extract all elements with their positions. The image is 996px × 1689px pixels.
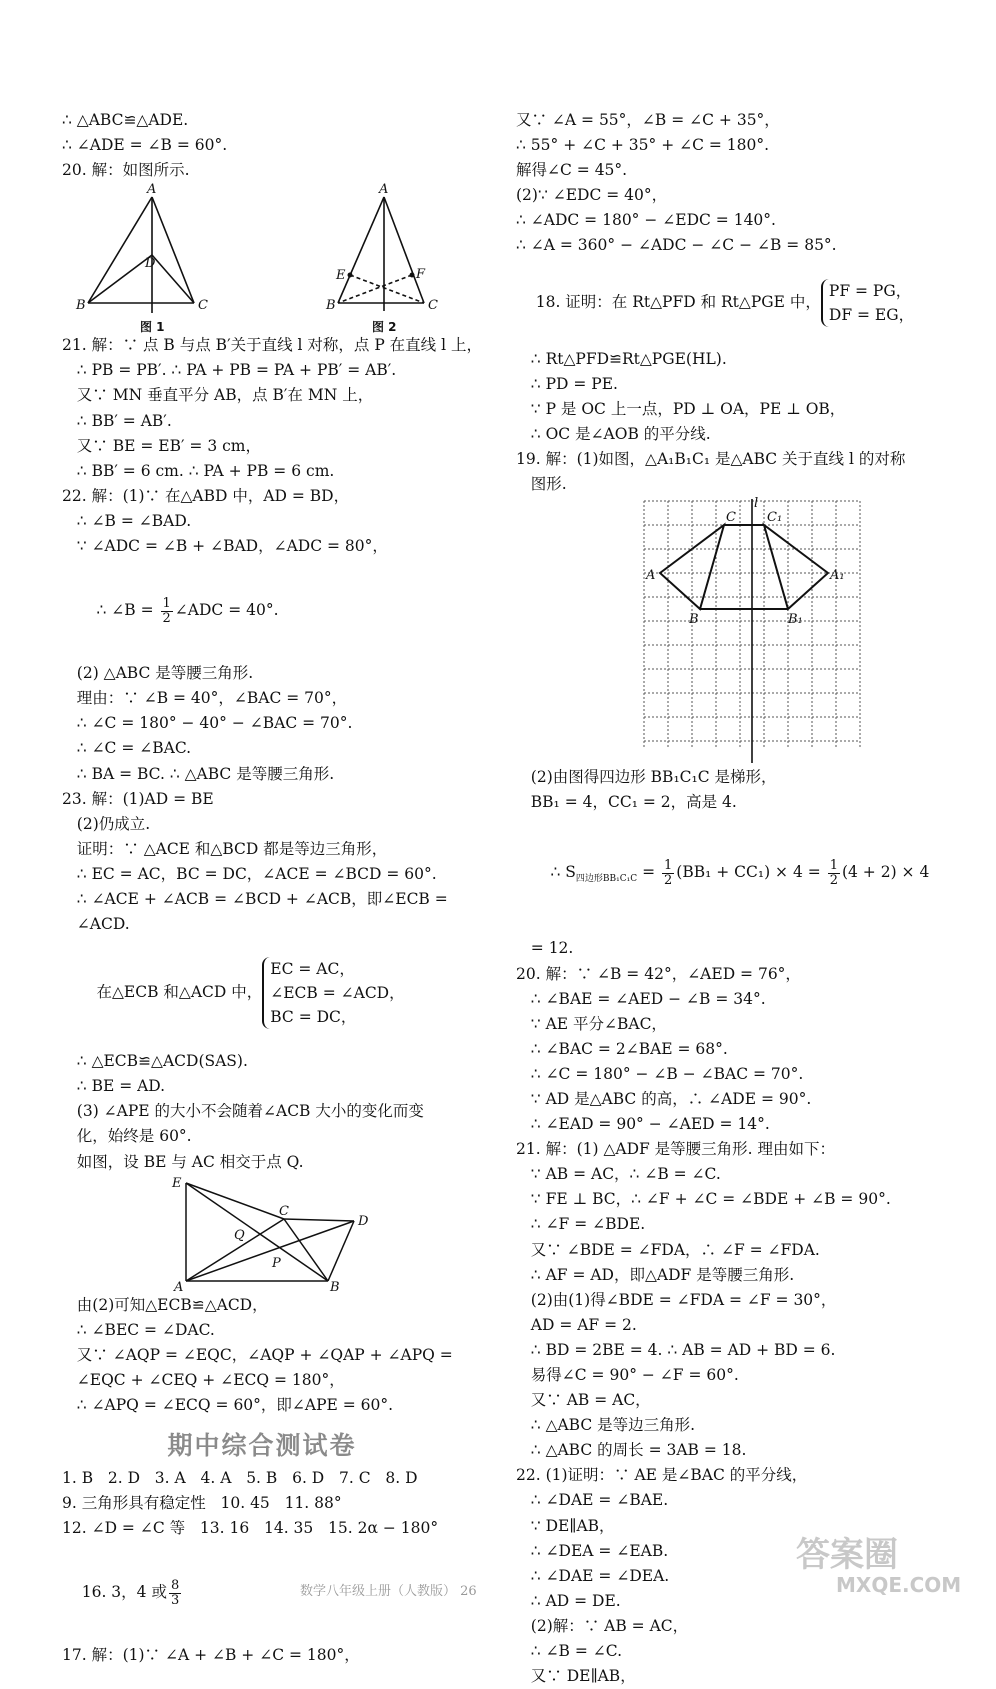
- grid-label-a: A: [646, 568, 656, 584]
- text-line: ∵ P 是 OC 上一点，PD ⊥ OA，PE ⊥ OB，: [516, 399, 846, 418]
- fig1-label-b: B: [76, 298, 86, 314]
- text-line: ∠ACD.: [62, 915, 130, 934]
- right-column: [516, 108, 986, 1689]
- text-line: ∴ Rt△PFD≌Rt△PGE(HL).: [516, 349, 727, 368]
- grid-label-a1: A₁: [830, 568, 845, 584]
- text-line: ∴ △ECB≌△ACD(SAS).: [62, 1052, 248, 1071]
- right-lines-b: [516, 347, 986, 498]
- fig2-caption: 图 2: [372, 320, 397, 334]
- text-line: ∴ △ABC 的周长 = 3AB = 18.: [516, 1441, 747, 1460]
- fraction: [828, 859, 840, 888]
- left-lines-d: [62, 1049, 492, 1174]
- watermark-text-1: 答案圈: [796, 1535, 898, 1575]
- text-line: (3) ∠APE 的大小不会随着∠ACB 大小的变化而变: [62, 1102, 424, 1121]
- text-line: ∴ ∠DEA = ∠EAB.: [516, 1541, 669, 1560]
- grid-label-b1: B₁: [788, 612, 803, 628]
- text-line: ∴ BA = BC. ∴ △ABC 是等腰三角形.: [62, 764, 335, 783]
- text-line: 又∵ ∠BDE = ∠FDA，∴ ∠F = ∠FDA.: [516, 1240, 820, 1259]
- grid-figure-svg: [516, 497, 986, 765]
- text-line: 易得∠C = 90° − ∠F = 60°.: [516, 1366, 739, 1384]
- page-footer: [0, 1577, 996, 1600]
- text-line: ∴ BB′ = AB′.: [62, 411, 172, 430]
- text-line: 22. (1)证明：∵ AE 是∠BAC 的平分线，: [516, 1466, 808, 1485]
- equilateral-figure-svg: [62, 1175, 492, 1293]
- system-line: EC = AC，: [270, 960, 355, 979]
- area-subscript: 四边形BB₁C₁C: [575, 874, 638, 885]
- text-line: ∴ ∠ACE + ∠ACB = ∠BCD + ∠ACB，即∠ECB =: [62, 889, 448, 908]
- text-line: 又∵ AB = AC，: [516, 1391, 651, 1410]
- text-line: (2) △ABC 是等腰三角形.: [62, 664, 254, 683]
- text-line: 化，始终是 60°.: [62, 1127, 192, 1146]
- text-line: 21. 解：∵ 点 B 与点 B′关于直线 l 对称，点 P 在直线 l 上，: [62, 336, 482, 355]
- figure-grid-symmetry: [516, 497, 986, 765]
- system-brace: [821, 279, 914, 327]
- text-line: ∴ AD = DE.: [516, 1591, 621, 1610]
- text-line: ∴ ∠BEC = ∠DAC.: [62, 1320, 215, 1339]
- text-line: 解得∠C = 45°.: [516, 161, 628, 180]
- right-lines-c: [516, 765, 986, 815]
- left-lines-e: [62, 1293, 492, 1418]
- frac-num: 8: [170, 1577, 180, 1593]
- text-line: 1. B 2. D 3. A 4. A 5. B 6. D 7. C 8. D: [62, 1469, 418, 1488]
- system-line: BC = DC，: [270, 1008, 357, 1027]
- system-intro: 在△ECB 和△ACD 中，: [81, 983, 263, 1002]
- frac-pre: 16. 3，4 或: [81, 1583, 167, 1602]
- text-line: ∠EQC + ∠CEQ + ∠ECQ = 180°，: [62, 1370, 345, 1389]
- text-line: ∴ ∠ADC = 180° − ∠EDC = 140°.: [516, 211, 776, 230]
- frac-num: 1: [829, 857, 838, 873]
- frac-pre: ∴ ∠B =: [81, 601, 159, 620]
- text-line: ∴ △ABC 是等边三角形.: [516, 1416, 696, 1435]
- text-line: 图形.: [516, 475, 567, 494]
- text-line: ∴ ∠C = 180° − 40° − ∠BAC = 70°.: [62, 714, 353, 733]
- text-line: 又∵ ∠AQP = ∠EQC，∠AQP + ∠QAP + ∠APQ =: [62, 1345, 453, 1364]
- left-lines-c: [62, 661, 492, 937]
- text-line: (2)由(1)得∠BDE = ∠FDA = ∠F = 30°，: [516, 1290, 837, 1309]
- frac-num: 1: [162, 595, 171, 611]
- area-formula-line: [516, 815, 986, 936]
- text-line: 9. 三角形具有稳定性 10. 45 11. 88°: [62, 1494, 342, 1513]
- figure-equilateral: [62, 1175, 492, 1293]
- fig1-caption: 图 1: [140, 320, 165, 334]
- text-line: ∴ ∠APQ = ∠ECQ = 60°，即∠APE = 60°.: [62, 1396, 394, 1414]
- text-line: ∴ ∠EAD = 90° − ∠AED = 14°.: [516, 1115, 770, 1134]
- text-line: 又∵ BE = EB′ = 3 cm，: [62, 436, 261, 455]
- fraction-line: [62, 559, 492, 661]
- polygons: [660, 525, 828, 609]
- footer-text: 数学八年级上册（人教版） 26: [300, 1584, 477, 1599]
- text-line: ∵ AB = AC，∴ ∠B = ∠C.: [516, 1165, 721, 1184]
- text-line: 理由：∵ ∠B = 40°，∠BAC = 70°，: [62, 689, 348, 708]
- figure-2: [338, 197, 424, 311]
- text-line: ∴ BD = 2BE = 4. ∴ AB = AD + BD = 6.: [516, 1340, 836, 1359]
- system-line: ∠ECB = ∠ACD，: [270, 984, 405, 1003]
- right-lines-a: [516, 108, 986, 259]
- frac-num: 1: [663, 857, 673, 873]
- frac-den: 2: [663, 872, 673, 888]
- text-line: ∴ PB = PB′. ∴ PA + PB = PA + PB′ = AB′.: [62, 361, 397, 380]
- fig2-label-c: C: [428, 298, 438, 314]
- left-lines-f: [62, 1466, 492, 1541]
- text-line: AD = AF = 2.: [516, 1315, 637, 1334]
- text-line: ∴ ∠A = 360° − ∠ADC − ∠C − ∠B = 85°.: [516, 236, 837, 255]
- fig2-label-f: F: [416, 267, 426, 283]
- area-eq: =: [637, 863, 660, 882]
- text-line: ∴ ∠DAE = ∠DEA.: [516, 1566, 670, 1585]
- text-line: 22. 解：(1)∵ 在△ABD 中，AD = BD，: [62, 486, 350, 505]
- fraction: [161, 597, 173, 626]
- equation-system: [516, 261, 986, 345]
- text-line: ∴ 55° + ∠C + 35° + ∠C = 180°.: [516, 136, 770, 155]
- text-line: ∵ AD 是△ABC 的高，∴ ∠ADE = 90°.: [516, 1089, 812, 1108]
- frac-den: 2: [829, 872, 838, 888]
- text-line: (2)∵ ∠EDC = 40°，: [516, 186, 668, 205]
- text-line: ∴ ∠BAC = 2∠BAE = 68°.: [516, 1039, 728, 1058]
- fig2-label-e: E: [336, 268, 346, 284]
- system-line: DF = EG，: [828, 305, 915, 324]
- fig1-label-a: A: [147, 183, 157, 198]
- section-title: 期中综合测试卷: [167, 1431, 357, 1461]
- area-mid: (BB₁ + CC₁) × 4 =: [676, 863, 826, 882]
- text-line: BB₁ = 4，CC₁ = 2，高是 4.: [516, 793, 737, 812]
- frac-post: ∠ADC = 40°.: [174, 601, 279, 620]
- text-line: ∵ AE 平分∠BAC，: [516, 1014, 667, 1033]
- text-line: 19. 解：(1)如图，△A₁B₁C₁ 是△ABC 关于直线 l 的对称: [516, 449, 906, 468]
- fraction: [662, 859, 674, 888]
- text-line: ∴ ∠F = ∠BDE.: [516, 1215, 646, 1234]
- text-line: = 12.: [516, 939, 574, 958]
- fig1-label-d: D: [145, 256, 156, 272]
- text-line: ∴ BE = AD.: [62, 1077, 166, 1096]
- text-line: ∴ ∠BAE = ∠AED − ∠B = 34°.: [516, 989, 766, 1008]
- system-line: PF = PG，: [828, 281, 912, 300]
- text-line: 20. 解：∵ ∠B = 42°，∠AED = 76°，: [516, 964, 801, 983]
- text-line: ∴ ∠DAE = ∠BAE.: [516, 1491, 669, 1510]
- text-line: ∴ EC = AC，BC = DC，∠ACE = ∠BCD = 60°.: [62, 864, 437, 883]
- text-line: 如图，设 BE 与 AC 相交于点 Q.: [62, 1152, 304, 1171]
- text-line: (2)解：∵ AB = AC，: [516, 1616, 689, 1635]
- watermark-text-2: MXQE.COM: [836, 1573, 962, 1596]
- text-line: ∴ ∠C = ∠BAC.: [62, 739, 192, 758]
- grid-label-l: l: [754, 497, 759, 512]
- text-line: 又∵ MN 垂直平分 AB，点 B′在 MN 上，: [62, 386, 374, 405]
- frac-den: 2: [162, 610, 171, 626]
- text-line: 23. 解：(1)AD = BE: [62, 789, 214, 808]
- text-line: ∴ PD = PE.: [516, 374, 618, 393]
- grid-label-c: C: [726, 510, 736, 526]
- triangle-figures-svg: [62, 183, 492, 333]
- area-post: (4 + 2) × 4: [841, 863, 930, 882]
- text-line: 又∵ DE∥AB，: [516, 1667, 636, 1686]
- text-line: ∴ AF = AD，即△ADF 是等腰三角形.: [516, 1265, 795, 1284]
- text-line: ∵ FE ⊥ BC，∴ ∠F + ∠C = ∠BDE + ∠B = 90°.: [516, 1190, 891, 1209]
- fig3-label-a: A: [174, 1279, 184, 1293]
- left-lines-a: [62, 108, 492, 183]
- text-line: 21. 解：(1) △ADF 是等腰三角形. 理由如下：: [516, 1140, 836, 1159]
- grid-label-b: B: [689, 612, 699, 628]
- text-line: ∴ △ABC≌△ADE.: [62, 111, 189, 129]
- text-line: 12. ∠D = ∠C 等 13. 16 14. 35 15. 2α − 180°: [62, 1519, 439, 1538]
- frac-den: 3: [170, 1592, 180, 1608]
- text-line: ∴ ∠C = 180° − ∠B − ∠BAC = 70°.: [516, 1064, 804, 1083]
- text-line: 由(2)可知△ECB≌△ACD，: [62, 1295, 268, 1314]
- text-line: (2)由图得四边形 BB₁C₁C 是梯形，: [516, 768, 777, 787]
- text-line: ∴ ∠ADE = ∠B = 60°.: [62, 136, 228, 155]
- text-line: ∴ ∠B = ∠C.: [516, 1642, 623, 1661]
- text-line: 17. 解：(1)∵ ∠A + ∠B + ∠C = 180°，: [62, 1646, 360, 1665]
- equation-system: [62, 939, 492, 1047]
- figure-triangles: [62, 183, 492, 333]
- text-line: ∴ OC 是∠AOB 的平分线.: [516, 424, 711, 443]
- fig3-label-d: D: [358, 1213, 369, 1229]
- text-line: ∴ BB′ = 6 cm. ∴ PA + PB = 6 cm.: [62, 461, 335, 480]
- fig2-label-b: B: [326, 298, 336, 314]
- fig1-label-c: C: [198, 298, 208, 314]
- system-intro: 18. 证明：在 Rt△PFD 和 Rt△PGE 中，: [535, 292, 821, 311]
- left-column: [62, 108, 492, 1668]
- left-lines-b: [62, 333, 492, 559]
- text-line: 20. 解：如图所示.: [62, 161, 190, 180]
- grid-label-c1: C₁: [767, 510, 783, 526]
- fig3-label-p: P: [272, 1255, 281, 1271]
- text-line: 证明：∵ △ACE 和△BCD 都是等边三角形，: [62, 839, 388, 858]
- text-line: 又∵ ∠A = 55°，∠B = ∠C + 35°，: [516, 111, 780, 129]
- text-line: (2)仍成立.: [62, 814, 151, 833]
- fig3-label-q: Q: [234, 1227, 245, 1243]
- text-line: ∵ DE∥AB，: [516, 1516, 615, 1535]
- area-s: ∴ S: [535, 863, 576, 882]
- fig3-label-b: B: [330, 1279, 340, 1293]
- text-line: ∵ ∠ADC = ∠B + ∠BAD，∠ADC = 80°，: [62, 537, 388, 556]
- system-brace: [262, 957, 404, 1029]
- figure-1: [88, 197, 194, 313]
- fig2-label-a: A: [379, 183, 389, 198]
- fig3-label-c: C: [279, 1203, 289, 1219]
- fig3-label-e: E: [172, 1175, 182, 1191]
- text-line: ∴ ∠B = ∠BAD.: [62, 511, 192, 530]
